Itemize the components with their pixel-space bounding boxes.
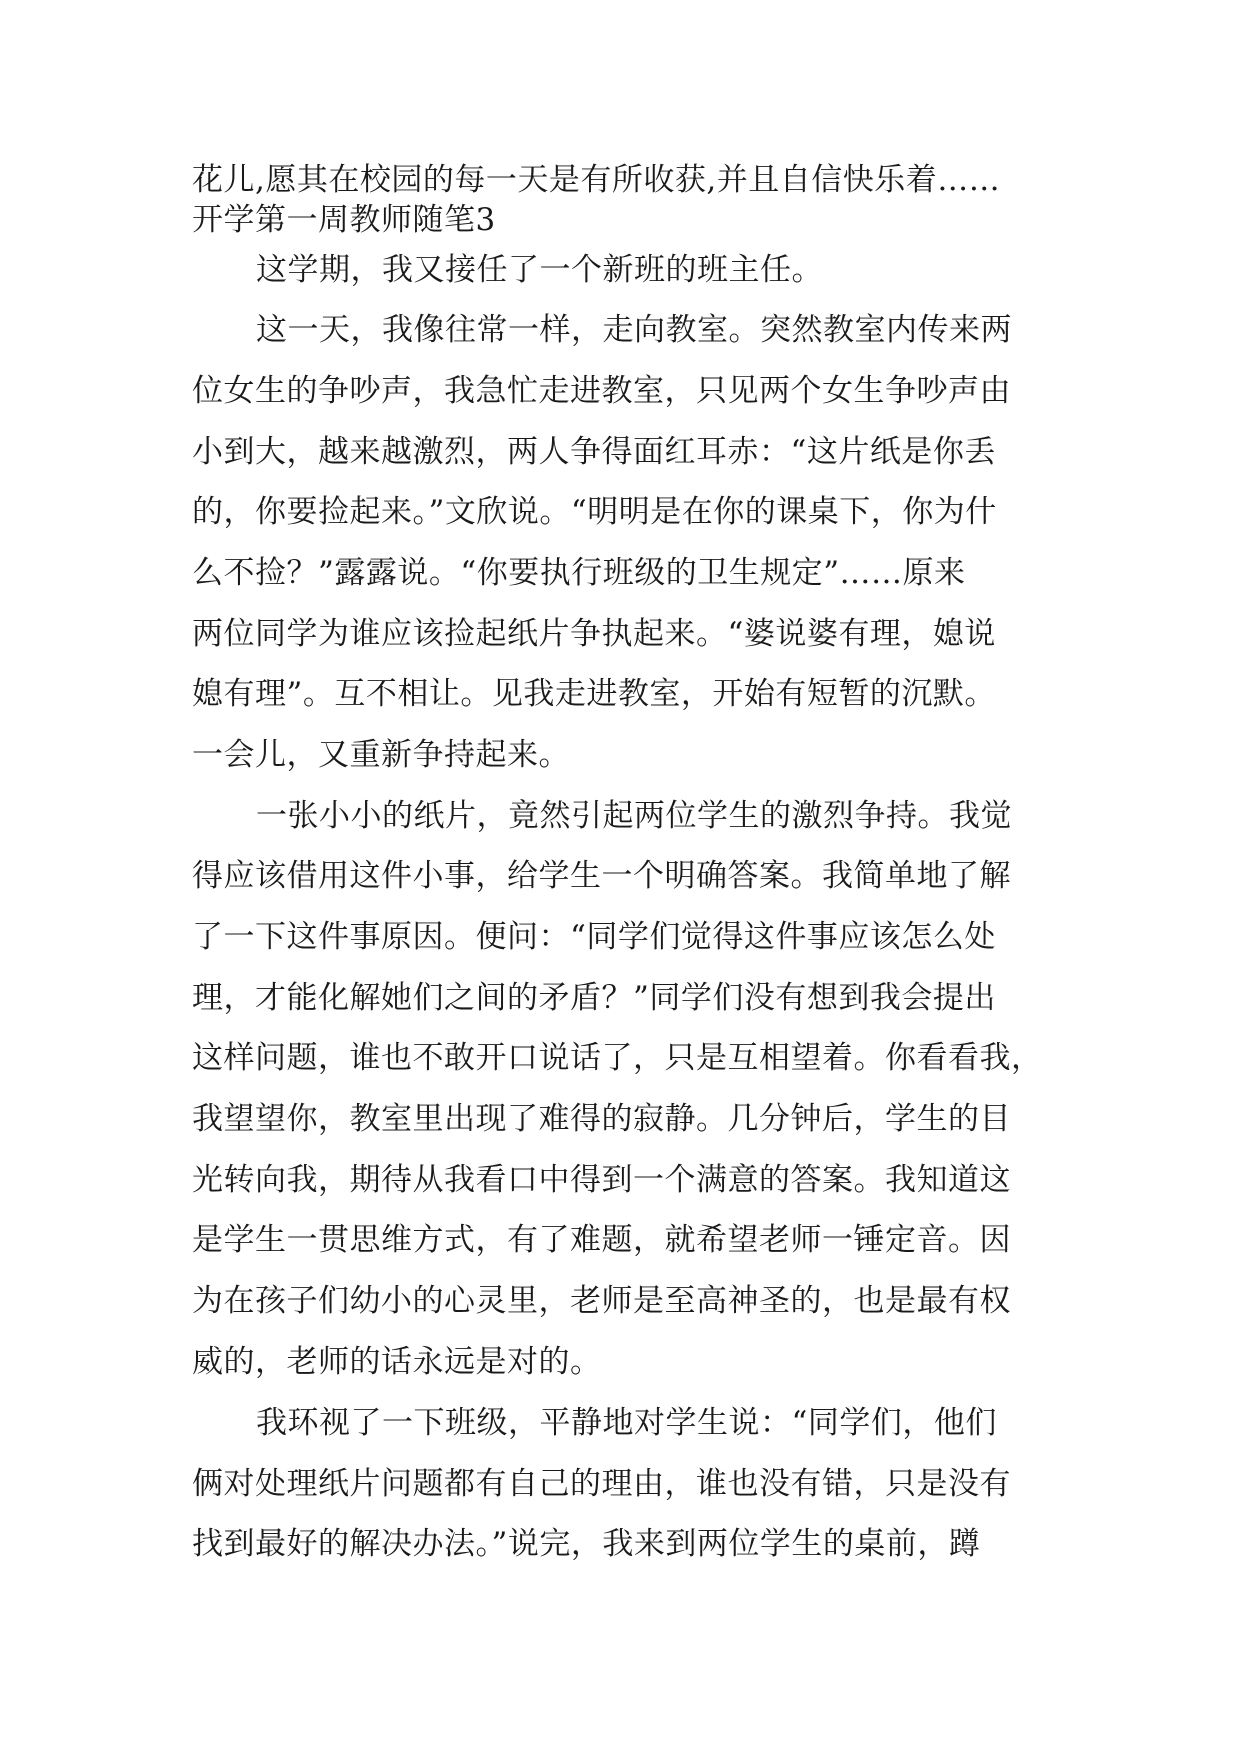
text-line: 俩对处理纸片问题都有自己的理由，谁也没有错，只是没有 <box>192 1466 1011 1502</box>
text-line: 理，才能化解她们之间的矛盾？”同学们没有想到我会提出 <box>192 980 996 1016</box>
text-line: 位女生的争吵声，我急忙走进教室，只见两个女生争吵声由 <box>192 373 1011 409</box>
text-line: 为在孩子们幼小的心灵里，老师是至高神圣的，也是最有权 <box>192 1283 1011 1319</box>
text-line: 花儿,愿其在校园的每一天是有所收获,并且自信快乐着…… <box>192 162 1001 198</box>
text-line: 我望望你，教室里出现了难得的寂静。几分钟后，学生的目 <box>192 1101 1011 1137</box>
text-line: 威的，老师的话永远是对的。 <box>192 1344 602 1380</box>
text-line: 是学生一贯思维方式，有了难题，就希望老师一锤定音。因 <box>192 1222 1011 1258</box>
text-line: 这一天，我像往常一样，走向教室。突然教室内传来两 <box>256 312 1012 348</box>
text-line: 我环视了一下班级，平静地对学生说：“同学们，他们 <box>256 1405 997 1441</box>
section-heading: 开学第一周教师随笔3 <box>192 202 496 238</box>
text-line: 小到大，越来越激烈，两人争得面红耳赤：“这片纸是你丢 <box>192 434 996 470</box>
text-line: 得应该借用这件小事，给学生一个明确答案。我简单地了解 <box>192 858 1011 894</box>
text-line: 这学期，我又接任了一个新班的班主任。 <box>256 252 823 288</box>
text-line: 么不捡？”露露说。“你要执行班级的卫生规定”……原来 <box>192 555 966 591</box>
text-line: 这样问题，谁也不敢开口说话了，只是互相望着。你看看我， <box>192 1040 1043 1076</box>
text-line: 光转向我，期待从我看口中得到一个满意的答案。我知道这 <box>192 1162 1011 1198</box>
text-line: 一张小小的纸片，竟然引起两位学生的激烈争持。我觉 <box>256 798 1012 834</box>
text-line: 找到最好的解决办法。”说完，我来到两位学生的桌前，蹲 <box>192 1526 981 1562</box>
text-line: 的，你要捡起来。”文欣说。“明明是在你的课桌下，你为什 <box>192 494 997 530</box>
text-line: 两位同学为谁应该捡起纸片争执起来。“婆说婆有理，媳说 <box>192 616 996 652</box>
text-line: 媳有理”。互不相让。见我走进教室，开始有短暂的沉默。 <box>192 676 996 712</box>
text-line: 了一下这件事原因。便问：“同学们觉得这件事应该怎么处 <box>192 919 996 955</box>
text-line: 一会儿，又重新争持起来。 <box>192 737 570 773</box>
article-body <box>192 160 1062 1580</box>
